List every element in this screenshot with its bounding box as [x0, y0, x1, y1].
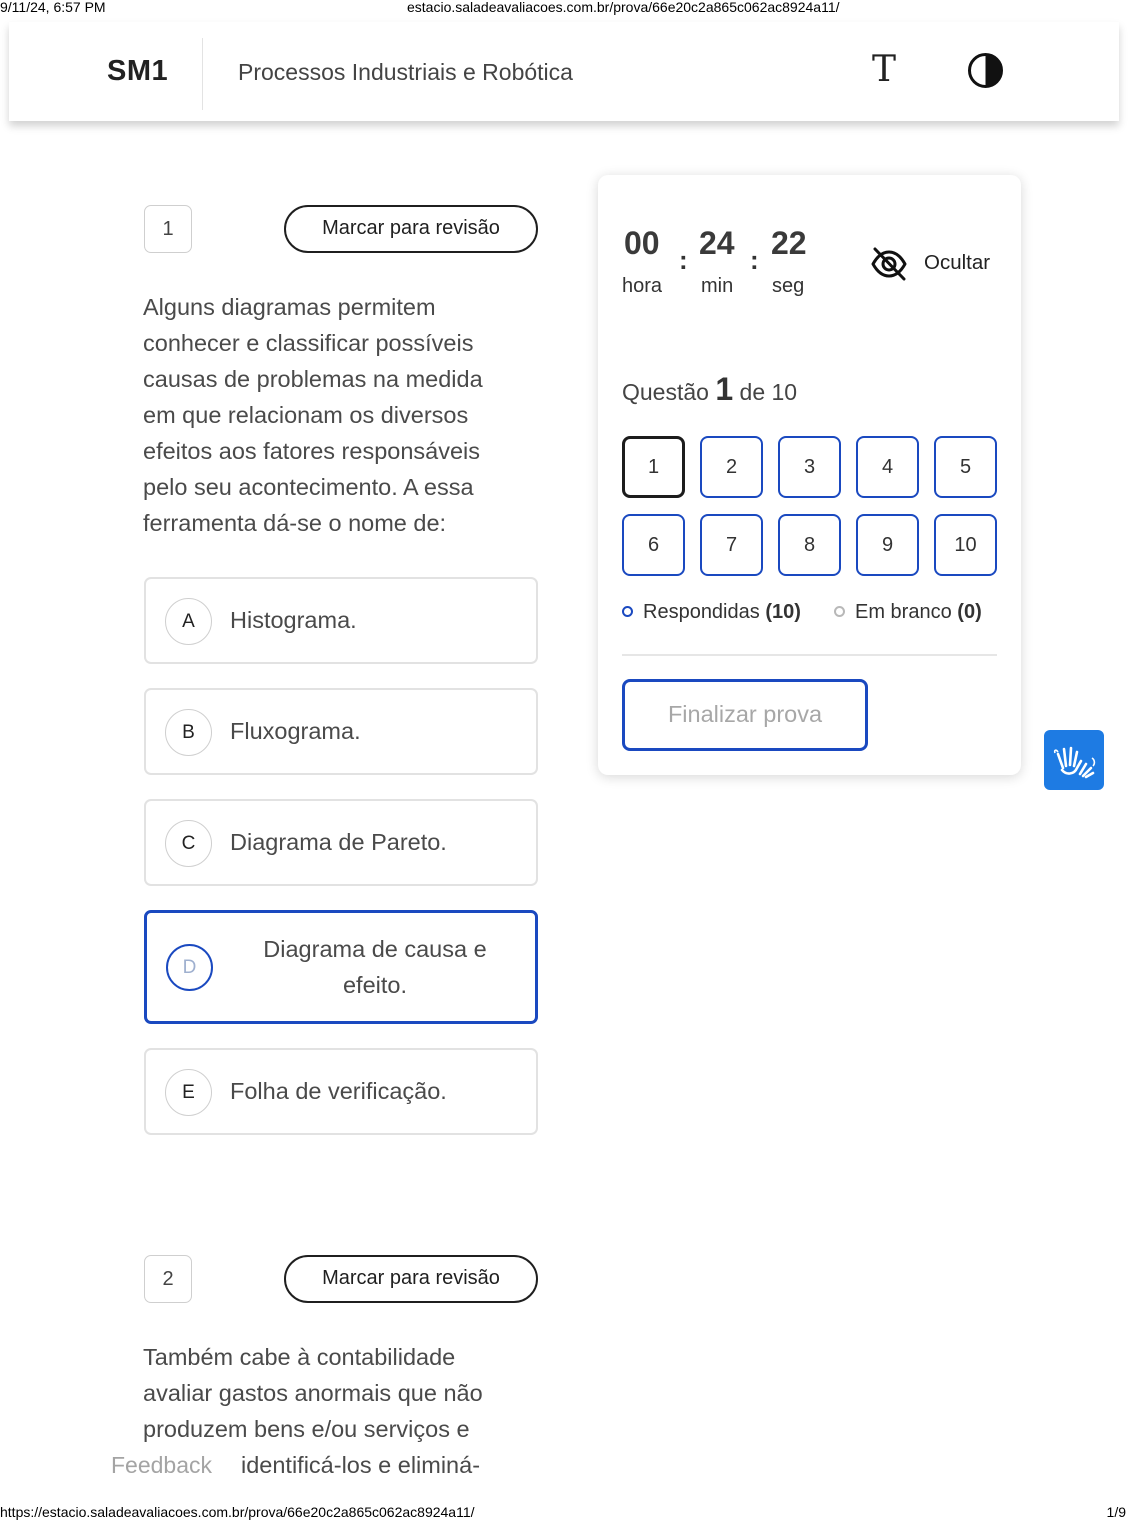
progress-prefix: Questão	[622, 379, 709, 405]
question-text-line: pelo seu acontecimento. A essa	[143, 474, 474, 500]
option-text: Histograma.	[230, 607, 357, 633]
option-text: Diagrama de Pareto.	[230, 829, 447, 855]
question-text-line: avaliar gastos anormais que não	[143, 1380, 483, 1406]
legend-answered-label: Respondidas	[643, 601, 760, 623]
legend-blank	[834, 601, 982, 624]
question-nav-7[interactable]: 7	[700, 514, 763, 576]
blank-dot-icon	[834, 606, 845, 617]
mark-for-review-button[interactable]: Marcar para revisão	[284, 205, 538, 253]
timer-minutes: 24	[699, 225, 735, 261]
question-nav-3[interactable]: 3	[778, 436, 841, 498]
eye-slash-icon	[870, 245, 908, 283]
option-letter: E	[165, 1069, 212, 1116]
print-datetime: 9/11/24, 6:57 PM	[0, 0, 106, 15]
brand-logo: SM1	[107, 55, 169, 87]
legend-answered	[622, 601, 801, 624]
progress-current: 1	[715, 371, 734, 407]
mark-for-review-button[interactable]: Marcar para revisão	[284, 1255, 538, 1303]
header-divider	[202, 38, 203, 110]
sign-language-hands-icon	[1044, 730, 1104, 790]
feedback-button[interactable]: Feedback	[111, 1452, 213, 1478]
timer-hours: 00	[624, 225, 660, 261]
answer-option-a[interactable]	[144, 577, 538, 664]
font-size-button[interactable]: T	[871, 49, 896, 90]
print-footer	[0, 1502, 1128, 1522]
print-footer-url: https://estacio.saladeavaliacoes.com.br/prova/66e20c2a865c062ac8924a11/	[0, 1504, 475, 1520]
question-nav-8[interactable]: 8	[778, 514, 841, 576]
question-nav-5[interactable]: 5	[934, 436, 997, 498]
question-text-line: identificá-los e eliminá-	[241, 1452, 481, 1478]
print-header	[0, 0, 1128, 16]
panel-divider	[622, 654, 997, 656]
question-number-badge: 1	[144, 205, 192, 253]
question-nav-4[interactable]: 4	[856, 436, 919, 498]
print-page-number: 1/9	[1106, 1504, 1126, 1520]
course-title: Processos Industriais e Robótica	[238, 59, 573, 85]
option-text-line: efeito.	[342, 972, 408, 998]
print-header-url: estacio.saladeavaliacoes.com.br/prova/66e20c2a865c062ac8924a11/	[407, 0, 840, 15]
question-text-line: causas de problemas na medida	[143, 366, 483, 392]
legend-blank-count: (0)	[957, 601, 982, 623]
option-letter: D	[166, 944, 213, 991]
timer-separator: :	[679, 245, 688, 275]
question-text-line: produzem bens e/ou serviços e	[143, 1416, 470, 1442]
timer-separator: :	[750, 245, 759, 275]
question-nav-9[interactable]: 9	[856, 514, 919, 576]
legend-blank-label: Em branco	[855, 601, 952, 623]
question-text-line: Alguns diagramas permitem	[143, 294, 436, 320]
question-nav-2[interactable]: 2	[700, 436, 763, 498]
answer-option-c[interactable]	[144, 799, 538, 886]
top-bar	[9, 22, 1119, 121]
option-text: Folha de verificação.	[230, 1078, 447, 1104]
answer-option-e[interactable]	[144, 1048, 538, 1135]
contrast-icon	[967, 52, 1004, 89]
question-number-badge: 2	[144, 1255, 192, 1303]
option-letter: A	[165, 598, 212, 645]
answer-option-d-selected[interactable]	[144, 910, 538, 1024]
timer-minutes-label: min	[701, 275, 734, 297]
timer-hours-label: hora	[622, 275, 663, 297]
question-text-line: Também cabe à contabilidade	[143, 1344, 456, 1370]
question-text-line: conhecer e classificar possíveis	[143, 330, 474, 356]
question-text-line: em que relacionam os diversos	[143, 402, 469, 428]
hide-timer-button[interactable]	[870, 245, 1000, 285]
sign-language-button[interactable]	[1044, 730, 1104, 790]
question-progress	[622, 371, 797, 408]
option-text: Fluxograma.	[230, 718, 361, 744]
legend-answered-count: (10)	[765, 601, 801, 623]
question-nav-6[interactable]: 6	[622, 514, 685, 576]
exam-status-panel	[598, 175, 1021, 775]
question-text-line: efeitos aos fatores responsáveis	[143, 438, 481, 464]
question-nav-1[interactable]: 1	[622, 436, 685, 498]
option-text	[237, 931, 513, 1003]
timer-seconds: 22	[771, 225, 807, 261]
finish-exam-button[interactable]: Finalizar prova	[622, 679, 868, 751]
option-letter: C	[165, 820, 212, 867]
question-text	[143, 289, 533, 541]
hide-timer-label: Ocultar	[924, 251, 991, 274]
answered-dot-icon	[622, 606, 633, 617]
answer-option-b[interactable]	[144, 688, 538, 775]
option-letter: B	[165, 709, 212, 756]
timer-seconds-label: seg	[772, 275, 805, 297]
contrast-toggle-button[interactable]	[967, 52, 1004, 89]
question-text-line: ferramenta dá-se o nome de:	[143, 510, 447, 536]
progress-suffix: de 10	[739, 379, 798, 405]
question-nav-10[interactable]: 10	[934, 514, 997, 576]
option-text-line: Diagrama de causa e	[263, 936, 487, 962]
